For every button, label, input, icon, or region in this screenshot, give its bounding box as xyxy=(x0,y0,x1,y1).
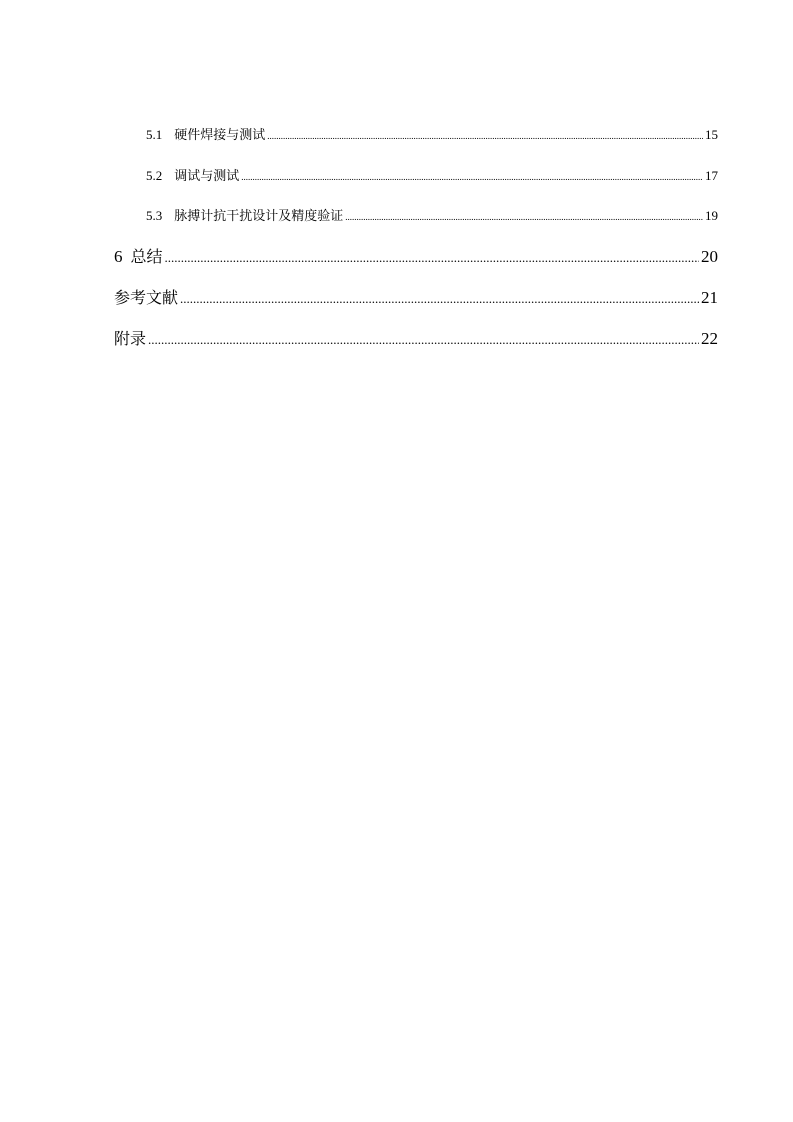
toc-entry-page: 19 xyxy=(705,208,718,223)
toc-entry-number: 5.3 xyxy=(146,208,163,223)
toc-entry-number: 5.2 xyxy=(146,168,163,183)
toc-entry-number: 6 xyxy=(114,247,123,266)
toc-entry-title: 参考文献 xyxy=(114,288,179,307)
toc-entry-page: 17 xyxy=(705,168,718,183)
toc-entry-page: 15 xyxy=(705,127,718,142)
dot-leader xyxy=(180,288,699,308)
toc-entry-number: 5.1 xyxy=(146,127,163,142)
toc-entry-title: 附录 xyxy=(114,329,147,348)
toc-entry-title: 总结 xyxy=(130,247,163,266)
toc-entry-appendix[interactable] xyxy=(114,326,718,349)
toc-entry-title: 调试与测试 xyxy=(174,169,240,184)
toc-entry-5-3[interactable] xyxy=(146,205,718,224)
toc-entry-title: 硬件焊接与测试 xyxy=(174,128,266,143)
dot-leader xyxy=(345,208,703,224)
toc-entry-title: 脉搏计抗干扰设计及精度验证 xyxy=(174,209,344,224)
toc-entry-5-1[interactable] xyxy=(146,124,718,143)
toc-entry-5-2[interactable] xyxy=(146,165,718,184)
dot-leader xyxy=(165,247,699,267)
toc-entry-6[interactable] xyxy=(114,244,718,267)
toc-entry-references[interactable] xyxy=(114,285,718,308)
toc-entry-page: 21 xyxy=(701,288,718,307)
toc-entry-page: 20 xyxy=(701,247,718,266)
dot-leader xyxy=(148,329,699,349)
dot-leader xyxy=(267,127,703,143)
toc-entry-page: 22 xyxy=(701,329,718,348)
dot-leader xyxy=(241,168,703,184)
